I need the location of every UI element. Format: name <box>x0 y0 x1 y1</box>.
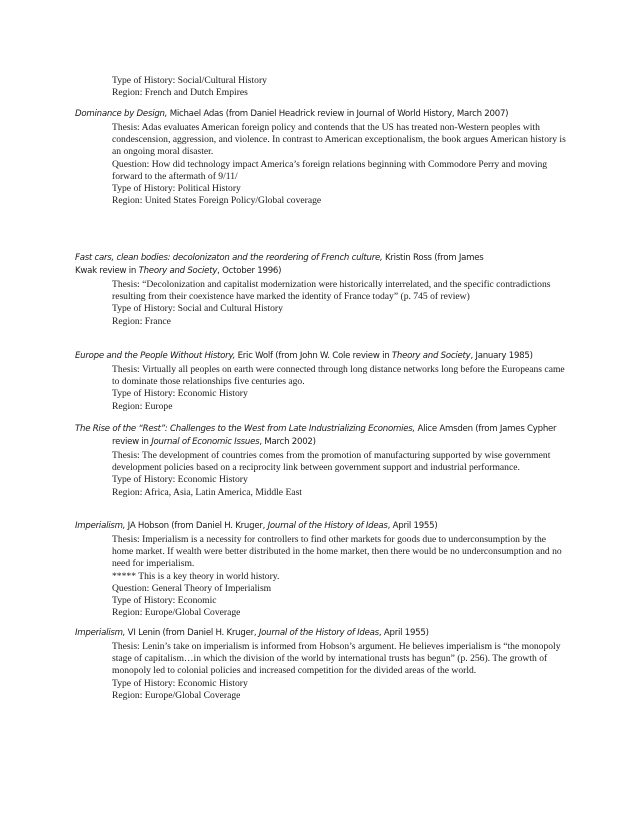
source-date: , March 2002) <box>259 437 316 447</box>
entry-heading-cont <box>75 265 565 278</box>
thesis: Thesis: The development of countries comes from the promotion of manufacturing supported by wise government development policies based on a reciprocity link between government support and industrial performance. <box>112 450 551 474</box>
type-of-history: Type of History: Economic <box>112 595 217 607</box>
region: Region: French and Dutch Empires <box>112 87 248 99</box>
source-prefix: Kwak review in <box>75 266 139 276</box>
book-title: Europe and the People Without History, <box>75 351 236 361</box>
thesis: Thesis: Adas evaluates American foreign policy and contends that the US has treated non-Western peoples with condescension, aggression, and violence. In contrast to American exceptionalism, the book argues American history is an ongoing moral disaster. <box>112 122 566 158</box>
journal-title: Journal of the History of Ideas <box>258 628 379 638</box>
book-title: Dominance by Design, <box>75 109 168 119</box>
source-prefix: review in <box>112 437 152 447</box>
thesis: Thesis: “Decolonization and capitalist modernization were historically interrelated, and the specific contradictions resulting from their coexistence have marked the identity of France today” (p. 745 of review) <box>112 279 551 303</box>
region: Region: United States Foreign Policy/Global coverage <box>112 195 322 207</box>
type-of-history: Type of History: Economic History <box>112 388 248 400</box>
book-title: Imperialism, <box>75 628 126 638</box>
thesis: Thesis: Lenin’s take on imperialism is informed from Hobson’s argument. He believes imperialism is “the monopoly stage of capitalism…in which the division of the world by international trusts has begun” (p. 256). The growth of monopoly led to colonial policies and increased competition for the divided areas of the world. <box>112 641 561 677</box>
author-source: Eric Wolf (from John W. Cole review in <box>235 351 392 361</box>
journal-title: Theory and Society <box>391 351 471 361</box>
entry-body <box>112 279 567 328</box>
author-source: Michael Adas (from Daniel Headrick review in Journal of World History, March 2007) <box>167 109 509 119</box>
key-theory-note: ***** This is a key theory in world history. <box>112 570 280 582</box>
entry-body <box>112 122 567 207</box>
question: Question: General Theory of Imperialism <box>112 582 272 594</box>
source-date: , October 1996) <box>217 266 282 276</box>
source-date: , April 1955) <box>378 628 429 638</box>
region: Region: Europe/Global Coverage <box>112 607 241 619</box>
type-of-history: Type of History: Social and Cultural History <box>112 303 283 315</box>
entry-heading <box>75 423 565 436</box>
book-title: Fast cars, clean bodies: decolonizaton and the reordering of French culture, <box>75 253 383 263</box>
journal-title: Journal of Economic Issues <box>151 437 260 447</box>
source-date: , January 1985) <box>470 351 533 361</box>
type-of-history: Type of History: Political History <box>112 183 241 195</box>
region: Region: Europe/Global Coverage <box>112 689 241 701</box>
thesis: Thesis: Imperialism is a necessity for controllers to find other markets for goods due to underconsumption by the home market. If wealth were better distributed in the home market, then there would be no underconsumption and no need for imperialism. <box>112 534 562 570</box>
author-source: VI Lenin (from Daniel H. Kruger, <box>125 628 259 638</box>
type-of-history: Type of History: Social/Cultural History <box>112 75 267 86</box>
entry-body <box>112 534 567 619</box>
entry-body <box>112 450 567 499</box>
journal-title: Theory and Society <box>138 266 218 276</box>
entry-body <box>112 364 567 413</box>
thesis: Thesis: Virtually all peoples on earth were connected through long distance networks long before the Europeans came to dominate those relationships five centuries ago. <box>112 364 565 388</box>
entry-heading <box>75 350 565 363</box>
journal-title: Journal of the History of Ideas <box>267 521 388 531</box>
region: Region: France <box>112 315 171 327</box>
entry-heading <box>75 252 565 265</box>
entry-heading <box>75 108 565 121</box>
region: Region: Europe <box>112 400 173 412</box>
type-of-history: Type of History: Economic History <box>112 677 248 689</box>
source-date: , April 1955) <box>387 521 438 531</box>
entry-heading-cont <box>112 436 602 449</box>
author-source: Alice Amsden (from James Cypher <box>415 424 557 434</box>
author-source: JA Hobson (from Daniel H. Kruger, <box>125 521 268 531</box>
type-of-history: Type of History: Economic History <box>112 474 248 486</box>
entry-heading <box>75 627 565 640</box>
entry-heading <box>75 520 565 533</box>
region: Region: Africa, Asia, Latin America, Middle East <box>112 486 302 498</box>
book-title: Imperialism, <box>75 521 126 531</box>
author-source: Kristin Ross (from James <box>382 253 484 263</box>
entry-body <box>112 641 567 702</box>
question: Question: How did technology impact America’s foreign relations beginning with Commodore Perry and moving forward to the aftermath of 9/11/ <box>112 158 548 182</box>
intro-block <box>112 75 567 99</box>
book-title: The Rise of the “Rest”: Challenges to the West from Late Industrializing Economies, <box>75 424 415 434</box>
